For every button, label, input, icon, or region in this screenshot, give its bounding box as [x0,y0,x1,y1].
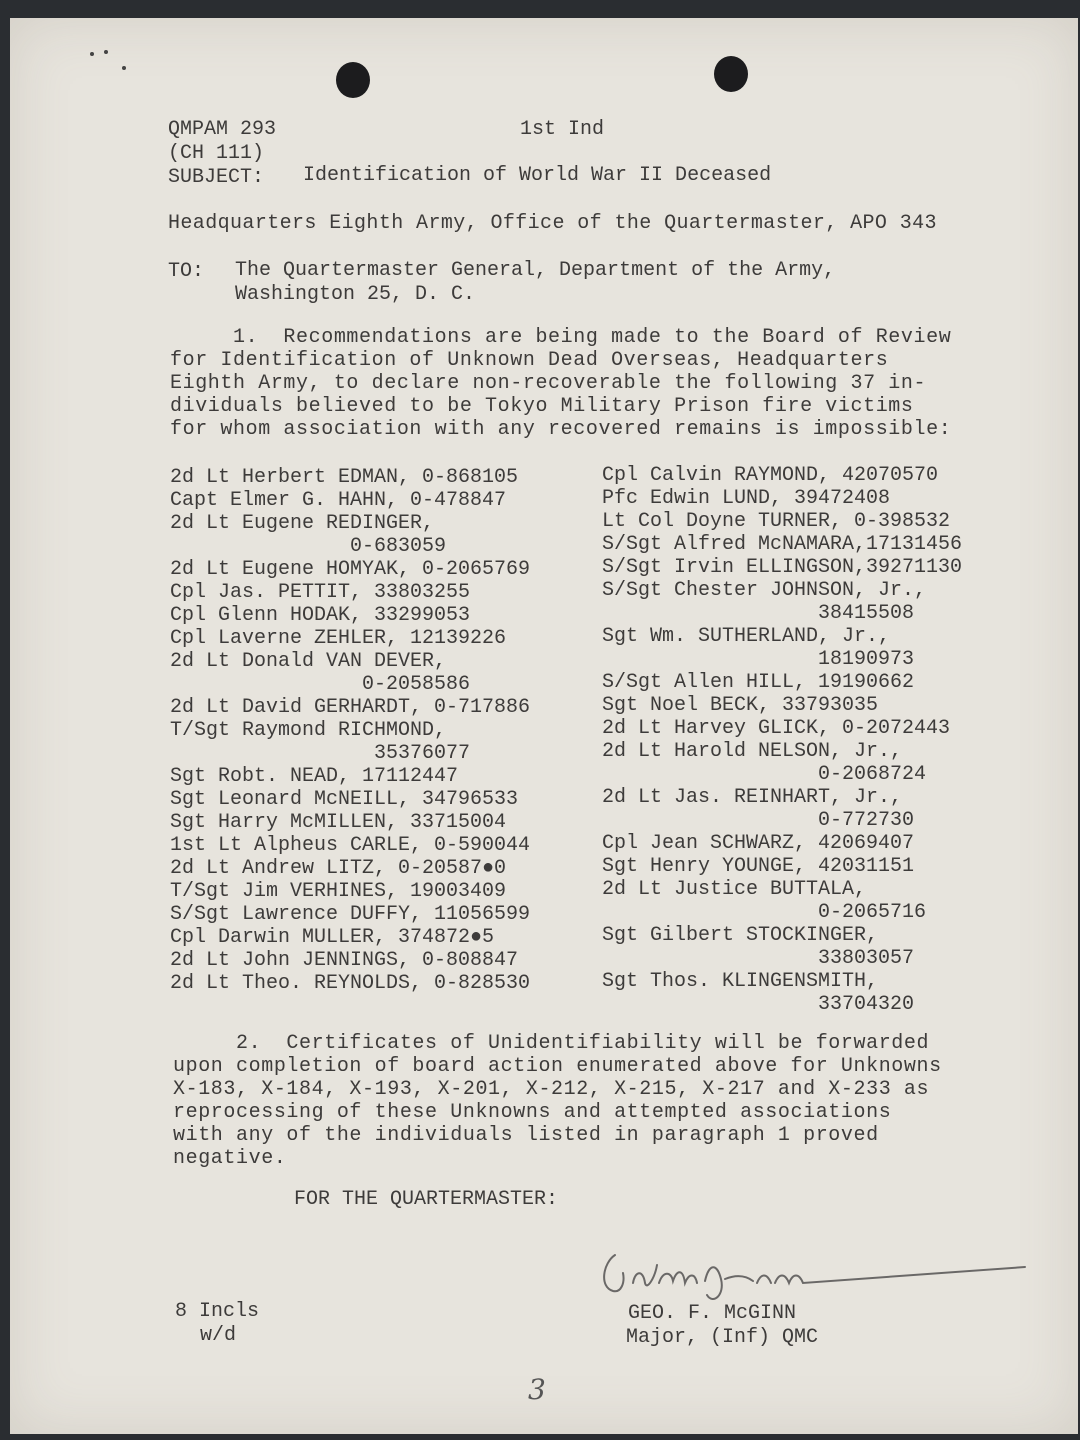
paragraph-line: X-183, X-184, X-193, X-201, X-212, X-215, X-217 and X-233 as [173,1078,930,1101]
list-item: 2d Lt Donald VAN DEVER, [170,650,447,673]
enclosures-count: 8 Incls [175,1300,260,1323]
list-item: 2d Lt Jas. REINHART, Jr., [602,786,903,809]
list-item: 18190973 [602,648,915,671]
indorsement: 1st Ind [520,118,605,141]
name-list-right [602,464,962,1016]
list-item: S/Sgt Alfred McNAMARA,17131456 [602,533,963,556]
list-item: 2d Lt Eugene HOMYAK, 0-2065769 [170,558,531,581]
ink-speck [122,66,126,70]
punch-hole-left [336,62,370,98]
list-item: Sgt Wm. SUTHERLAND, Jr., [602,625,891,648]
to-label: TO: [168,260,205,283]
enclosures-note: w/d [200,1324,237,1347]
list-item: 0-772730 [602,809,915,832]
list-item: S/Sgt Chester JOHNSON, Jr., [602,579,927,602]
list-item: Cpl Glenn HODAK, 33299053 [170,604,471,627]
list-item: Cpl Calvin RAYMOND, 42070570 [602,464,939,487]
file-number: QMPAM 293 [168,118,277,141]
list-item: Sgt Henry YOUNGE, 42031151 [602,855,915,878]
list-item: 0-2068724 [602,763,927,786]
list-item: 2d Lt John JENNINGS, 0-808847 [170,949,519,972]
signer-name: GEO. F. McGINN [628,1302,797,1325]
list-item: Cpl Laverne ZEHLER, 12139226 [170,627,507,650]
list-item: Sgt Harry McMILLEN, 33715004 [170,811,507,834]
list-item: S/Sgt Irvin ELLINGSON,39271130 [602,556,963,579]
list-item: Pfc Edwin LUND, 39472408 [602,487,891,510]
signer-title: Major, (Inf) QMC [626,1326,819,1349]
paragraph-2 [173,1032,942,1170]
paragraph-1 [170,326,951,441]
list-item: T/Sgt Raymond RICHMOND, [170,719,447,742]
paragraph-line: dividuals believed to be Tokyo Military Prison fire victims [170,395,914,418]
list-item: 1st Lt Alpheus CARLE, 0-590044 [170,834,531,857]
paragraph-line: reprocessing of these Unknowns and attempted associations [173,1101,892,1124]
list-item: Cpl Jean SCHWARZ, 42069407 [602,832,915,855]
list-item: 2d Lt David GERHARDT, 0-717886 [170,696,531,719]
paragraph-line: negative. [173,1147,287,1170]
ink-speck [90,52,94,56]
list-item: 38415508 [602,602,915,625]
from-office: Headquarters Eighth Army, Office of the Quartermaster, APO 343 [168,212,937,235]
list-item: 2d Lt Herbert EDMAN, 0-868105 [170,466,519,489]
list-item: Capt Elmer G. HAHN, 0-478847 [170,489,507,512]
list-item: 33704320 [602,993,915,1016]
paragraph-line: 1. Recommendations are being made to the Board of Review [170,326,952,349]
paragraph-line: for whom association with any recovered remains is impossible: [170,418,952,441]
paragraph-line: 2. Certificates of Unidentifiability will be forwarded [173,1032,930,1055]
list-item: 2d Lt Theo. REYNOLDS, 0-828530 [170,972,531,995]
list-item: T/Sgt Jim VERHINES, 19003409 [170,880,507,903]
channel-code: (CH 111) [168,142,265,165]
to-address-line2: Washington 25, D. C. [235,283,476,306]
closing-line: FOR THE QUARTERMASTER: [294,1188,559,1211]
list-item: Sgt Gilbert STOCKINGER, [602,924,879,947]
name-list-left [170,466,530,995]
paragraph-line: with any of the individuals listed in paragraph 1 proved [173,1124,879,1147]
list-item: 0-2058586 [170,673,471,696]
list-item: Lt Col Doyne TURNER, 0-398532 [602,510,951,533]
list-item: Sgt Thos. KLINGENSMITH, [602,970,879,993]
list-item: 35376077 [170,742,471,765]
paragraph-line: for Identification of Unknown Dead Overseas, Headquarters [170,349,889,372]
list-item: 2d Lt Justice BUTTALA, [602,878,867,901]
subject-label: SUBJECT: [168,166,265,189]
list-item: Sgt Leonard McNEILL, 34796533 [170,788,519,811]
list-item: Sgt Robt. NEAD, 17112447 [170,765,459,788]
page-number: 3 [528,1373,546,1406]
list-item: 2d Lt Harold NELSON, Jr., [602,740,903,763]
document-page [10,18,1078,1434]
subject-text: Identification of World War II Deceased [303,164,772,187]
list-item: S/Sgt Lawrence DUFFY, 11056599 [170,903,531,926]
to-address-line1: The Quartermaster General, Department of the Army, [235,259,836,282]
paragraph-line: upon completion of board action enumerated above for Unknowns [173,1055,942,1078]
paragraph-line: Eighth Army, to declare non-recoverable the following 37 in- [170,372,927,395]
list-item: 0-2065716 [602,901,927,924]
list-item: 0-683059 [170,535,447,558]
punch-hole-right [714,56,748,92]
list-item: 2d Lt Harvey GLICK, 0-2072443 [602,717,951,740]
list-item: 33803057 [602,947,915,970]
list-item: Sgt Noel BECK, 33793035 [602,694,879,717]
list-item: 2d Lt Eugene REDINGER, [170,512,435,535]
ink-speck [104,50,108,54]
list-item: Cpl Jas. PETTIT, 33803255 [170,581,471,604]
list-item: 2d Lt Andrew LITZ, 0-20587●0 [170,857,507,880]
list-item: S/Sgt Allen HILL, 19190662 [602,671,915,694]
list-item: Cpl Darwin MULLER, 374872●5 [170,926,495,949]
